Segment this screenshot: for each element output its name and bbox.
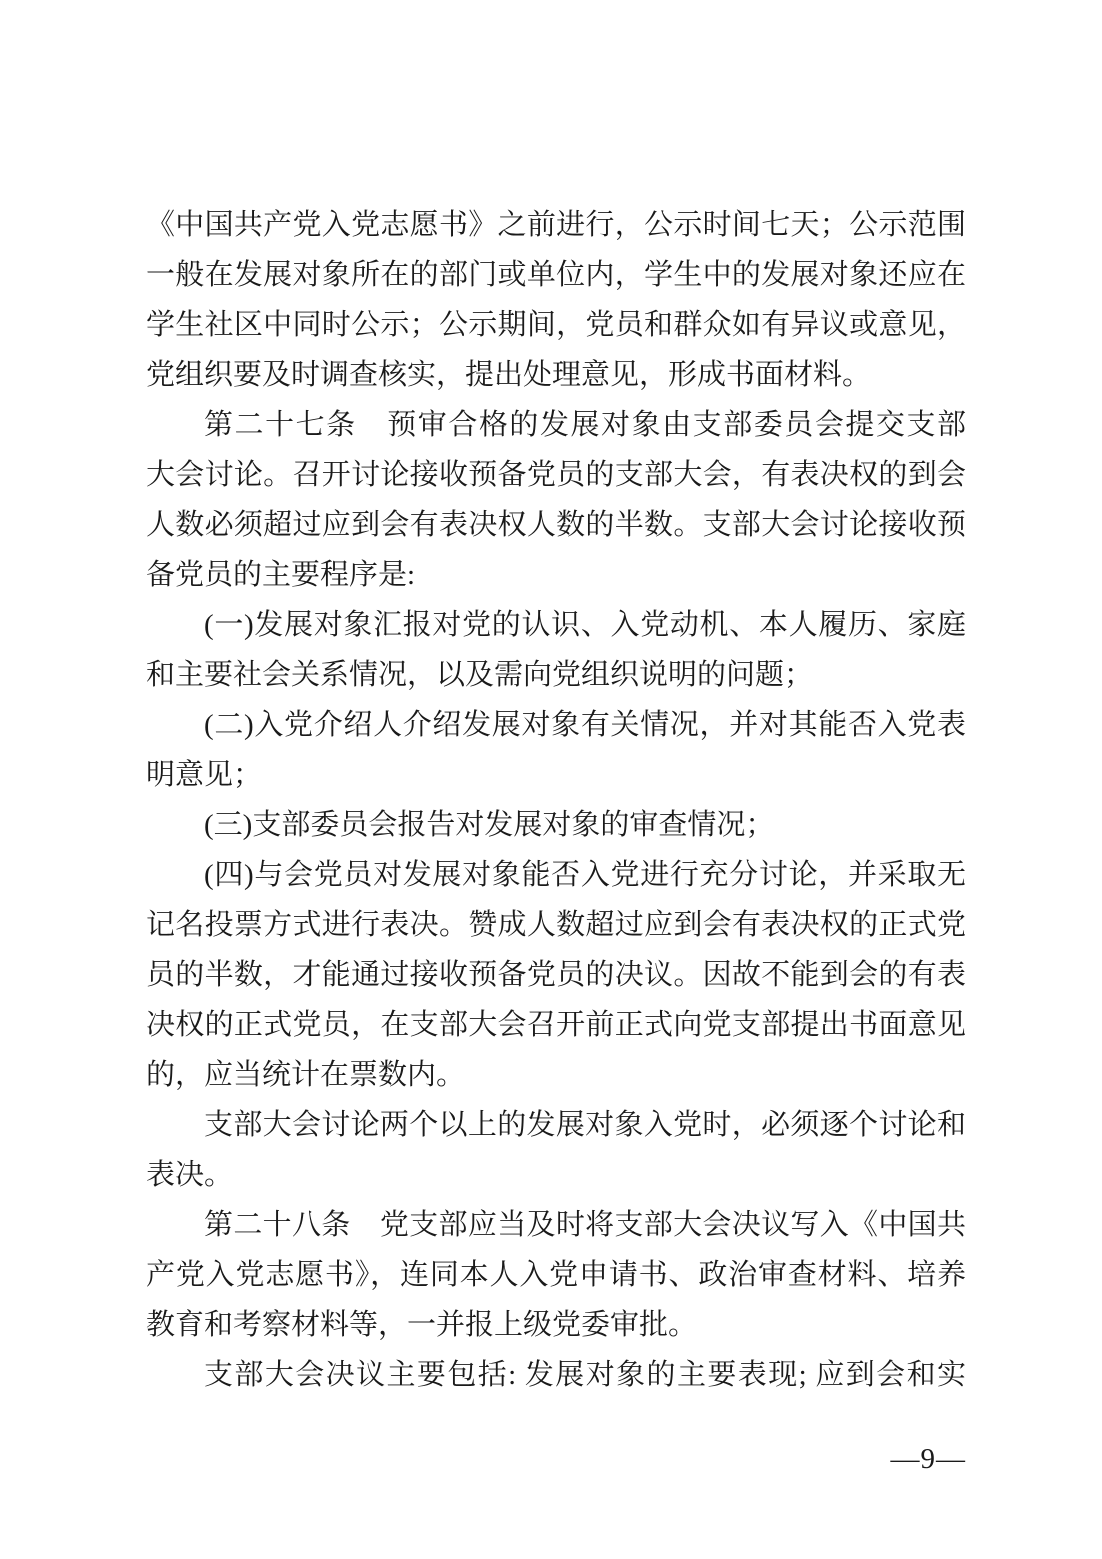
text-line: 员的半数，才能通过接收预备党员的决议。因故不能到会的有表 <box>146 959 966 991</box>
text-line: 决权的正式党员，在支部大会召开前正式向党支部提出书面意见 <box>146 1009 966 1041</box>
text-line: 一般在发展对象所在的部门或单位内，学生中的发展对象还应在 <box>146 259 966 291</box>
text-line: 备党员的主要程序是: <box>146 559 416 591</box>
paragraph <box>146 700 966 800</box>
paragraph <box>146 1200 966 1350</box>
paragraph <box>146 200 966 400</box>
text-line: 党组织要及时调查核实，提出处理意见，形成书面材料。 <box>146 359 872 391</box>
paragraph <box>146 800 966 850</box>
text-line: (四)与会党员对发展对象能否入党进行充分讨论，并采取无 <box>204 859 966 891</box>
text-line: 和主要社会关系情况，以及需向党组织说明的问题； <box>146 659 814 691</box>
paragraph <box>146 1350 966 1400</box>
text-line: 记名投票方式进行表决。赞成人数超过应到会有表决权的正式党 <box>146 909 966 941</box>
paragraph <box>146 1100 966 1200</box>
text-line: 明意见； <box>146 759 263 791</box>
paragraph <box>146 400 966 600</box>
text-line: 支部大会决议主要包括: 发展对象的主要表现; 应到会和实 <box>204 1359 966 1391</box>
text-line: (二)入党介绍人介绍发展对象有关情况，并对其能否入党表 <box>204 709 966 741</box>
text-line: 第二十八条 党支部应当及时将支部大会决议写入《中国共 <box>204 1209 966 1241</box>
document-body <box>146 200 966 1400</box>
text-line: 的，应当统计在票数内。 <box>146 1059 466 1091</box>
text-line: 表决。 <box>146 1159 234 1191</box>
text-line: 第二十七条 预审合格的发展对象由支部委员会提交支部 <box>204 409 966 441</box>
text-line: 产党入党志愿书》，连同本人入党申请书、政治审查材料、培养 <box>146 1259 966 1291</box>
text-line: (三)支部委员会报告对发展对象的审查情况； <box>204 809 775 841</box>
page-number: —9— <box>890 1443 966 1475</box>
text-line: 《中国共产党入党志愿书》之前进行，公示时间七天；公示范围 <box>146 209 966 241</box>
text-line: 支部大会讨论两个以上的发展对象入党时，必须逐个讨论和 <box>204 1109 966 1141</box>
text-line: 学生社区中同时公示；公示期间，党员和群众如有异议或意见， <box>146 309 966 341</box>
paragraph <box>146 600 966 700</box>
text-line: 大会讨论。召开讨论接收预备党员的支部大会，有表决权的到会 <box>146 459 966 491</box>
text-line: (一)发展对象汇报对党的认识、入党动机、本人履历、家庭 <box>204 609 966 641</box>
text-line: 教育和考察材料等，一并报上级党委审批。 <box>146 1309 698 1341</box>
paragraph <box>146 850 966 1100</box>
text-line: 人数必须超过应到会有表决权人数的半数。支部大会讨论接收预 <box>146 509 966 541</box>
